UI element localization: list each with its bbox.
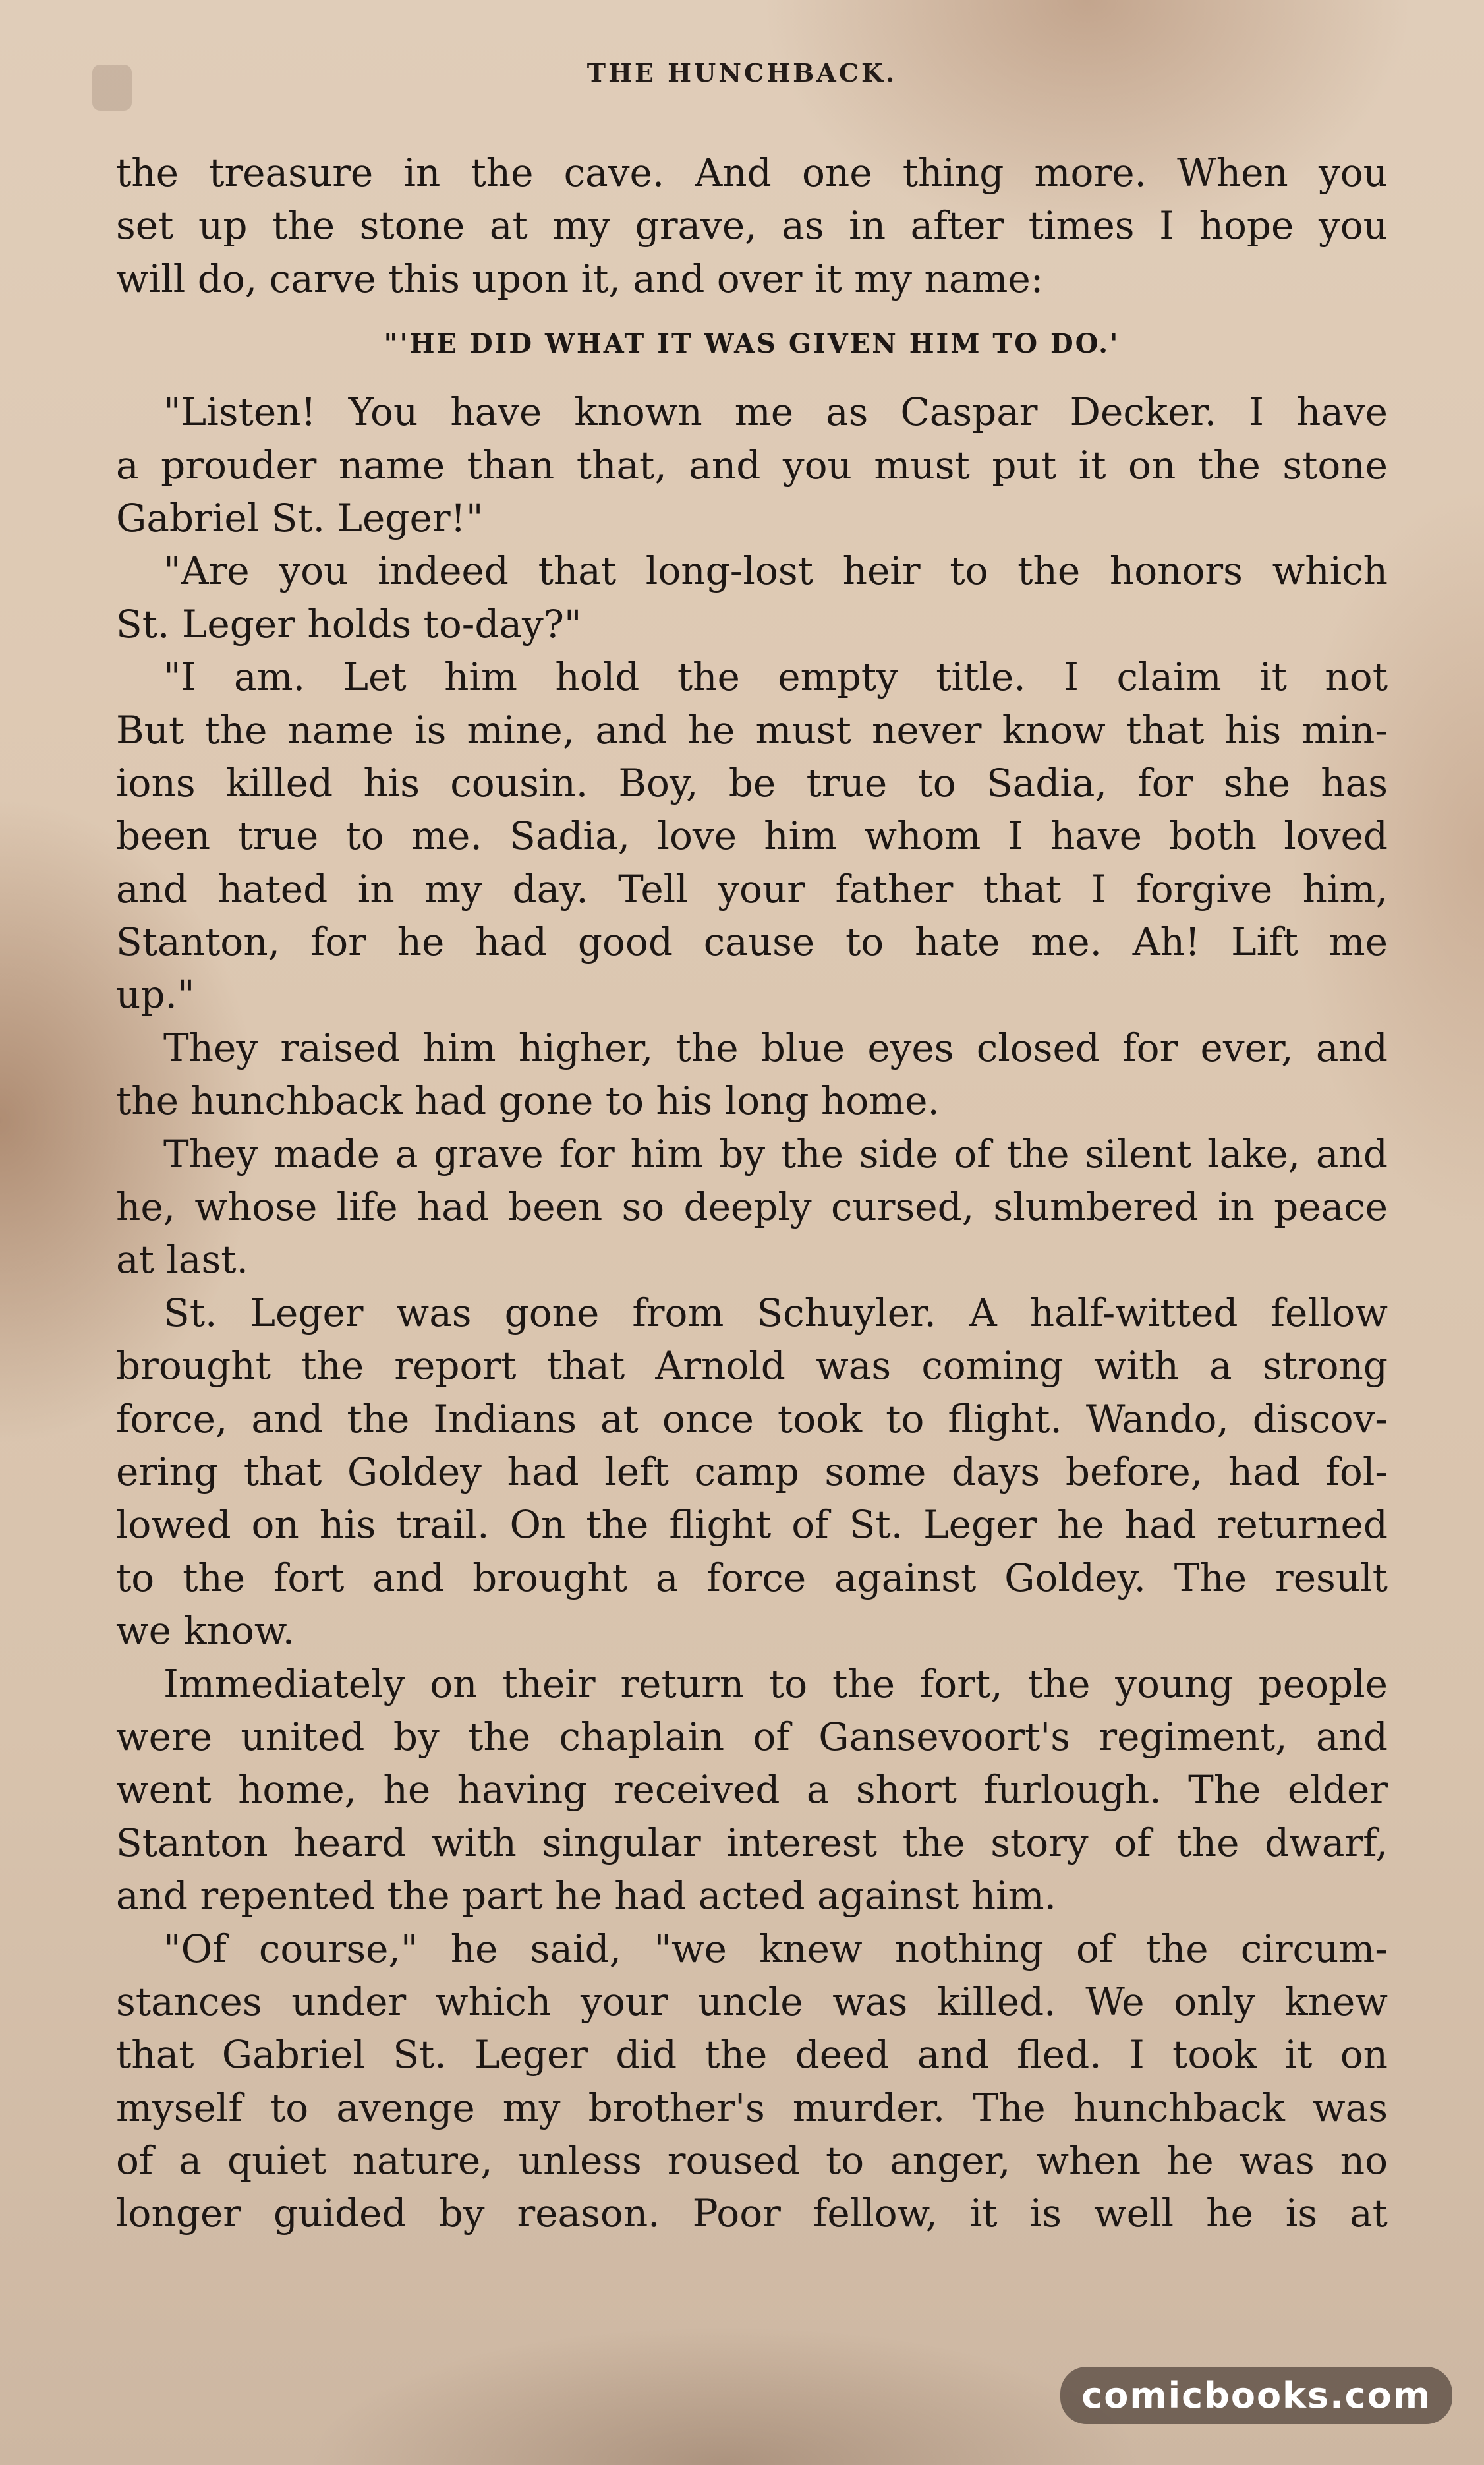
text-line: set up the stone at my grave, as in after times I hope you bbox=[116, 203, 1388, 248]
text-line: the treasure in the cave. And one thing more. When you bbox=[116, 150, 1388, 195]
text-line: Stanton, for he had good cause to hate me. Ah! Lift me bbox=[116, 919, 1388, 965]
text-line: Gabriel St. Leger!" bbox=[116, 495, 484, 540]
text-line: he, whose life had been so deeply cursed, slumbered in peace bbox=[116, 1184, 1388, 1230]
running-title: THE HUNCHBACK. bbox=[586, 58, 898, 88]
text-line: "I am. Let him hold the empty title. I claim it not bbox=[163, 654, 1388, 700]
text-line: lowed on his trail. On the flight of St. Leger he had returned bbox=[116, 1502, 1388, 1548]
text-line: and hated in my day. Tell your father that I forgive him, bbox=[116, 866, 1388, 912]
text-line: we know. bbox=[116, 1608, 295, 1654]
text-line: longer guided by reason. Poor fellow, it is well he is at bbox=[116, 2191, 1388, 2236]
text-line: ions killed his cousin. Boy, be true to Sadia, for she has bbox=[116, 760, 1388, 805]
text-line: at last. bbox=[116, 1237, 248, 1283]
text-line: Immediately on their return to the fort, the young people bbox=[163, 1661, 1388, 1706]
text-line: to the fort and brought a force against Goldey. The result bbox=[116, 1555, 1388, 1600]
text-line: "Listen! You have known me as Caspar Decker. I have bbox=[163, 390, 1388, 435]
text-line: force, and the Indians at once took to flight. Wando, discov- bbox=[116, 1396, 1388, 1441]
text-line: were united by the chaplain of Gansevoort's regiment, and bbox=[116, 1714, 1388, 1759]
text-line: the hunchback had gone to his long home. bbox=[116, 1078, 940, 1124]
text-line: stances under which your uncle was killed. We only knew bbox=[116, 1979, 1388, 2024]
text-line: They raised him higher, the blue eyes closed for ever, and bbox=[163, 1025, 1388, 1070]
text-line: "Of course," he said, "we knew nothing of the circum- bbox=[163, 1926, 1388, 1971]
text-line: a prouder name than that, and you must put it on the stone bbox=[116, 442, 1388, 488]
text-line: been true to me. Sadia, love him whom I have both loved bbox=[116, 813, 1388, 859]
text-line: of a quiet nature, unless roused to anger, when he was no bbox=[116, 2138, 1388, 2184]
text-line: St. Leger holds to-day?" bbox=[116, 601, 582, 647]
site-watermark: comicbooks.com bbox=[1060, 2367, 1452, 2424]
text-line: went home, he having received a short furlough. The elder bbox=[116, 1767, 1388, 1812]
text-line: They made a grave for him by the side of the silent lake, and bbox=[163, 1131, 1388, 1176]
text-line: Stanton heard with singular interest the story of the dwarf, bbox=[116, 1820, 1388, 1865]
text-line: that Gabriel St. Leger did the deed and fled. I took it on bbox=[116, 2032, 1388, 2077]
epitaph-line: "'HE DID WHAT IT WAS GIVEN HIM TO DO.' bbox=[384, 328, 1120, 360]
text-line: But the name is mine, and he must never know that his min- bbox=[116, 707, 1388, 753]
text-line: and repented the part he had acted against him. bbox=[116, 1873, 1057, 1919]
text-line: St. Leger was gone from Schuyler. A half-witted fellow bbox=[163, 1290, 1388, 1335]
text-line: myself to avenge my brother's murder. The hunchback was bbox=[116, 2085, 1388, 2130]
text-line: will do, carve this upon it, and over it my name: bbox=[116, 256, 1044, 301]
text-line: brought the report that Arnold was coming with a strong bbox=[116, 1343, 1388, 1389]
text-line: "Are you indeed that long-lost heir to the honors which bbox=[163, 548, 1388, 594]
body-text bbox=[116, 146, 1388, 2240]
text-line: ering that Goldey had left camp some days before, had fol- bbox=[116, 1449, 1388, 1494]
text-line: up." bbox=[116, 972, 195, 1018]
